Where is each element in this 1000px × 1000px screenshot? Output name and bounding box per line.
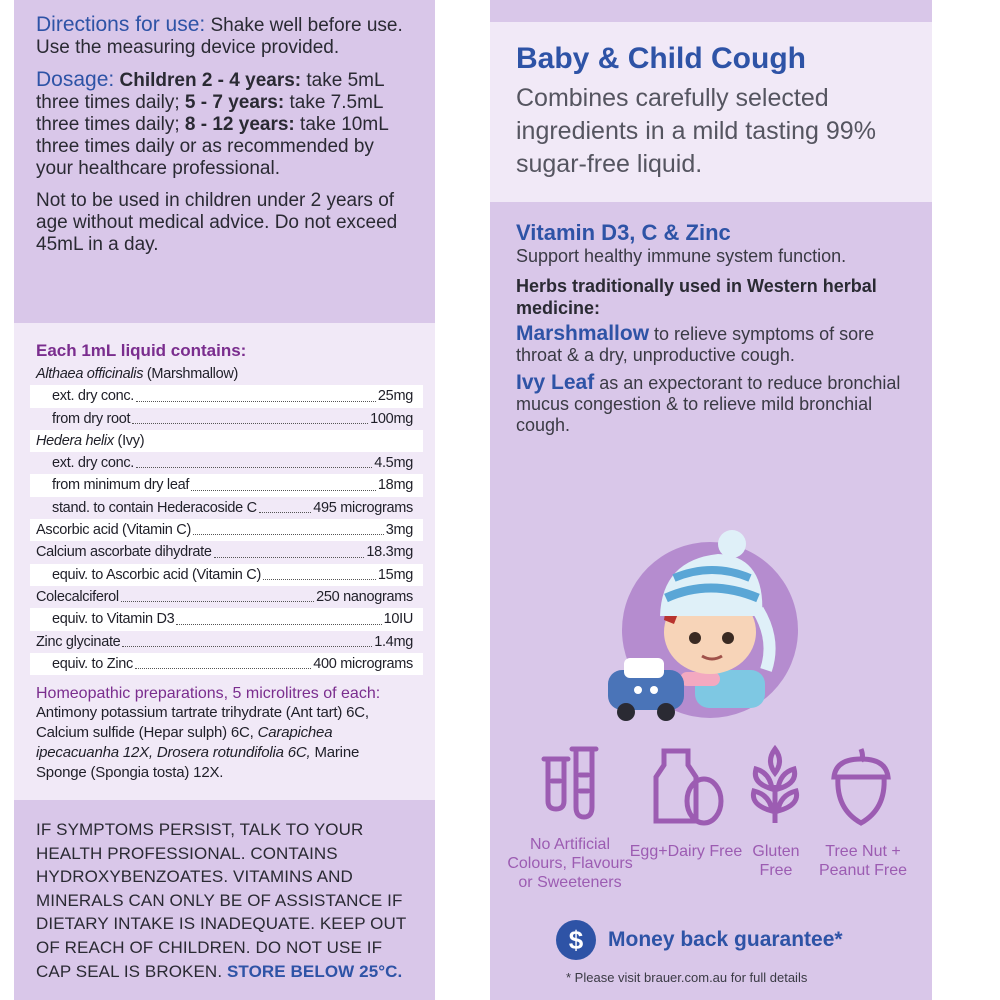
- product-subtitle: Combines carefully selected ingredients in a mild tasting 99% sugar-free liquid.: [516, 84, 876, 178]
- test-tubes-icon: [540, 745, 604, 821]
- ingredient-amount: 250 nanograms: [316, 588, 413, 605]
- ivy-label: Ivy Leaf: [516, 371, 595, 394]
- dot-leader: [135, 653, 311, 669]
- dot-leader: [259, 497, 311, 513]
- ingredient-row: [30, 474, 423, 496]
- herbs-heading: Herbs traditionally used in Western herbal medicine:: [516, 276, 877, 318]
- dollar-coin-icon: $: [556, 920, 596, 960]
- ingredient-amount: 18mg: [377, 477, 413, 494]
- ingredient-name: equiv. to Zinc: [52, 655, 133, 672]
- dosage-age-3: 8 - 12 years:: [184, 114, 295, 135]
- homeopathic-title: Homeopathic preparations, 5 microlitres of each:: [36, 685, 381, 703]
- homeopathic-part-1: Antimony potassium tartrate trihydrate (Ant tart) 6C, Calcium sulfide (Hepar sulph) 6C,: [36, 704, 369, 742]
- ingredient-amount: 400 micrograms: [313, 655, 413, 672]
- milk-egg-icon: [650, 745, 724, 827]
- ingredient-name: ext. dry conc.: [52, 455, 135, 472]
- money-back-text: Money back guarantee*: [608, 928, 843, 951]
- age-warning: Not to be used in children under 2 years of age without medical advice. Do not exceed 45mL in a day.: [36, 190, 398, 255]
- wheat-icon: [744, 745, 806, 827]
- ingredient-amount: 4.5mg: [374, 455, 413, 472]
- ingredient-row: [36, 408, 413, 430]
- storage-instruction: STORE BELOW 25°C.: [226, 961, 403, 981]
- dot-leader: [191, 474, 376, 490]
- warning-text: [36, 818, 413, 983]
- ivy-text: as an expectorant to reduce bronchial mucus congestion & to relieve mild bronchial cough.: [516, 373, 901, 435]
- dosage-age-2: 5 - 7 years:: [184, 92, 285, 113]
- product-title: Baby & Child Cough: [516, 42, 806, 75]
- ingredient-amount: 10IU: [383, 611, 413, 628]
- dot-leader: [193, 519, 384, 535]
- dosage-paragraph: [36, 69, 413, 180]
- directions-text: Shake well before use. Use the measuring device provided.: [36, 15, 403, 58]
- ingredient-name: [36, 430, 144, 452]
- dot-leader: [176, 608, 381, 624]
- dosage-dose-2: take 7.5mL three times daily;: [36, 92, 383, 135]
- ivy-benefit: [516, 372, 906, 436]
- marshmallow-label: Marshmallow: [516, 322, 650, 345]
- dot-leader: [121, 586, 314, 602]
- ingredient-row: [30, 430, 423, 452]
- ingredients-panel: [14, 323, 435, 800]
- ingredients-title: Each 1mL liquid contains:: [36, 341, 247, 360]
- dot-leader: [263, 564, 376, 580]
- ingredient-amount: 100mg: [370, 410, 413, 427]
- ingredient-row: [36, 541, 413, 563]
- ingredient-name: Colecalciferol: [36, 588, 119, 605]
- ingredient-amount: 3mg: [385, 522, 413, 539]
- homeopathic-list: [36, 703, 413, 783]
- marshmallow-benefit: [516, 323, 906, 366]
- vitamin-text: Support healthy immune system function.: [516, 246, 847, 266]
- ingredient-common-name: (Ivy): [113, 432, 145, 449]
- ingredient-name: ext. dry conc.: [52, 388, 135, 405]
- ingredient-row: [36, 586, 413, 608]
- footnote: * Please visit brauer.com.au for full details: [566, 970, 808, 985]
- warnings-panel: [14, 800, 435, 1000]
- feature-egg-dairy-free: Egg+Dairy Free: [629, 843, 743, 860]
- feature-nut-free: Tree Nut + Peanut Free: [818, 843, 908, 879]
- ingredient-amount: 25mg: [377, 388, 413, 405]
- vitamin-heading: Vitamin D3, C & Zinc: [516, 220, 731, 245]
- homeopathic-part-3: Marine Sponge (Spongia tosta) 12X.: [36, 744, 360, 782]
- ingredient-row: [36, 631, 413, 653]
- dot-leader: [136, 452, 372, 468]
- ingredient-amount: 18.3mg: [366, 544, 413, 561]
- ingredient-row: [36, 497, 413, 519]
- dosage-dose-1: take 5mL three times daily;: [36, 70, 384, 113]
- ingredient-row: [30, 385, 423, 407]
- feature-no-artificial: No Artificial Colours, Flavours or Sweeteners: [507, 836, 633, 891]
- ingredient-name: Calcium ascorbate dihydrate: [36, 544, 212, 561]
- ingredient-name: equiv. to Ascorbic acid (Vitamin C): [52, 566, 261, 583]
- directions-label: Directions for use:: [36, 13, 206, 36]
- dosage-label: Dosage:: [36, 68, 115, 91]
- ingredient-row: [30, 519, 423, 541]
- ingredient-amount: 1.4mg: [374, 633, 413, 650]
- directions-panel: [14, 0, 435, 323]
- feature-gluten-free: Gluten Free: [752, 843, 800, 879]
- ingredient-latin-name: Althaea officinalis: [36, 366, 144, 382]
- ingredient-name: Zinc glycinate: [36, 633, 121, 650]
- ingredient-row: [36, 363, 413, 385]
- money-back-guarantee: [556, 920, 843, 960]
- ingredient-row: [36, 452, 413, 474]
- ingredient-amount: 495 micrograms: [313, 499, 413, 516]
- product-header: [490, 22, 932, 202]
- ingredient-name: stand. to contain Hederacoside C: [52, 499, 257, 516]
- dot-leader: [214, 541, 365, 557]
- ingredient-name: [36, 363, 238, 385]
- directions-paragraph: [36, 14, 413, 59]
- dosage-dose-3: take 10mL three times daily or as recommended by your healthcare professional.: [36, 114, 389, 179]
- dot-leader: [136, 385, 376, 401]
- ingredient-name: from dry root: [52, 410, 131, 427]
- dot-leader: [122, 631, 372, 647]
- ingredient-name: from minimum dry leaf: [52, 477, 190, 494]
- child-illustration: [600, 520, 810, 730]
- ingredients-list: [36, 363, 413, 675]
- top-strip: [490, 0, 932, 22]
- ingredient-row: [30, 608, 423, 630]
- ingredient-common-name: (Marshmallow): [143, 366, 239, 382]
- ingredient-latin-name: Hedera helix: [36, 432, 114, 449]
- marshmallow-text: to relieve symptoms of sore throat & a dry, unproductive cough.: [516, 324, 875, 365]
- ingredient-name: Ascorbic acid (Vitamin C): [36, 522, 192, 539]
- ingredient-name: equiv. to Vitamin D3: [52, 611, 175, 628]
- ingredient-row: [30, 653, 423, 675]
- ingredient-row: [30, 564, 423, 586]
- dosage-age-1: Children 2 - 4 years:: [114, 70, 302, 91]
- warning-body: IF SYMPTOMS PERSIST, TALK TO YOUR HEALTH PROFESSIONAL. CONTAINS HYDROXYBENZOATES. VITAMINS AND MINERALS CAN ONLY BE OF ASSISTANCE IF DIETARY INTAKE IS INADEQUATE. KEEP OUT OF REACH OF CHILDREN. DO NOT USE IF CAP SEAL IS BROKEN.: [36, 820, 407, 981]
- acorn-icon: [828, 745, 894, 827]
- homeopathic-part-2: Carapichea ipecacuanha 12X, Drosera rotundifolia 6C,: [36, 724, 333, 762]
- ingredient-amount: 15mg: [377, 566, 413, 583]
- dot-leader: [132, 408, 368, 424]
